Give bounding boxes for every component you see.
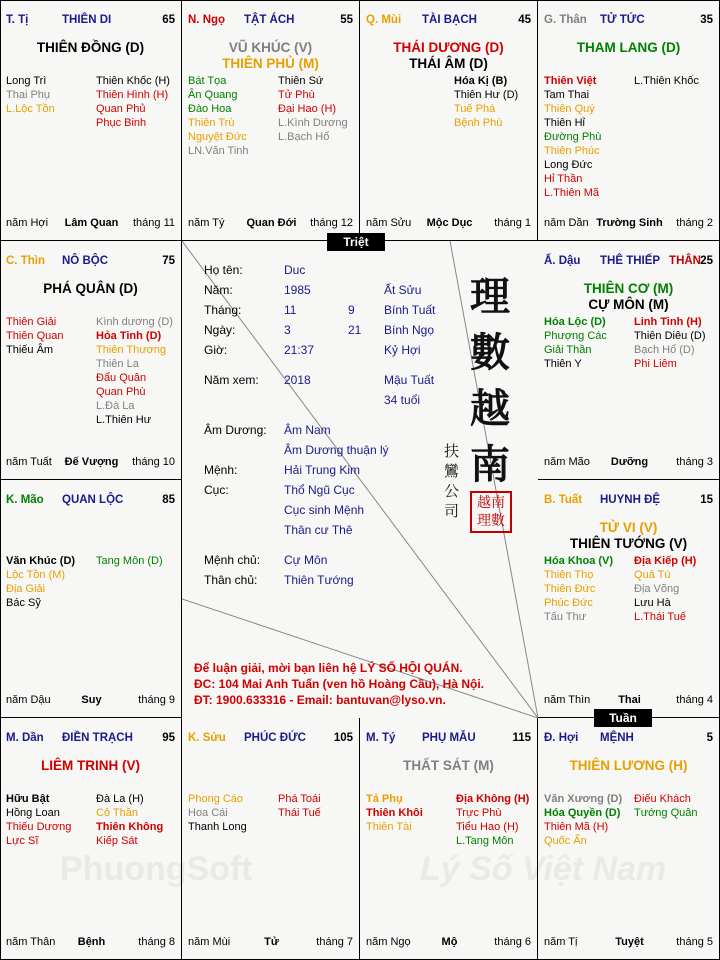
palace-month: tháng 7 — [316, 936, 353, 948]
stars-left — [6, 554, 75, 610]
palace-month: tháng 4 — [676, 694, 713, 706]
minor-star: Cô Thần — [96, 807, 138, 819]
value-tuoi: 34 tuổi — [384, 393, 421, 407]
palace-name: MỆNH — [600, 732, 634, 744]
minor-star: Đà La (H) — [96, 793, 144, 805]
minor-star: Lộc Tồn (M) — [6, 569, 66, 581]
palace-year: năm Thân — [6, 936, 56, 948]
palace-year: năm Dậu — [6, 694, 51, 706]
minor-star: Long Trì — [6, 75, 47, 87]
red-seal — [470, 491, 512, 533]
calligraphy-logo — [444, 269, 524, 549]
minor-star: L.Kình Dương — [278, 117, 348, 129]
palace-name: QUAN LỘC — [62, 494, 124, 506]
minor-star: Hoa Cái — [188, 807, 228, 819]
palace-mui — [360, 0, 538, 241]
main-star: THIÊN ĐỒNG (D) — [36, 40, 145, 55]
palace-footer — [544, 217, 715, 230]
tuan-tag: Tuần — [594, 709, 652, 727]
palace-branch: Ấ. Dậu — [544, 255, 581, 267]
palace-phase: Dưỡng — [610, 456, 649, 468]
main-star: LIÊM TRINH (V) — [41, 758, 140, 773]
stars-right — [634, 315, 706, 371]
stars-left — [6, 74, 55, 116]
minor-star: Địa Võng — [634, 583, 680, 595]
minor-star: Hữu Bật — [6, 793, 50, 805]
minor-star: Kiếp Sát — [96, 835, 138, 847]
palace-than-marker: THÂN — [669, 255, 701, 267]
palace-dan — [0, 718, 182, 960]
palace-age: 55 — [340, 14, 353, 26]
palace-header — [6, 732, 177, 746]
palace-footer — [188, 936, 355, 949]
palace-footer — [544, 456, 715, 469]
minor-star: Văn Xương (D) — [544, 793, 623, 805]
value-am-duong-2: Âm Dương thuận lý — [284, 443, 389, 457]
label-ho-ten: Họ tên: — [204, 263, 243, 277]
palace-branch: Đ. Hợi — [544, 732, 579, 744]
palace-year: năm Hợi — [6, 217, 49, 229]
minor-star: Đại Hao (H) — [278, 103, 337, 115]
stars-right — [278, 792, 321, 820]
minor-star: L.Thiên Mã — [544, 187, 600, 199]
palace-dau — [538, 241, 720, 480]
palace-name: TẬT ÁCH — [244, 14, 295, 26]
palace-hoi — [538, 718, 720, 960]
stars-right — [96, 792, 163, 848]
palace-phase: Đế Vượng — [64, 456, 119, 468]
value-menh: Hải Trung Kim — [284, 463, 361, 477]
stars-left — [188, 74, 249, 158]
minor-star: Tam Thai — [544, 89, 590, 101]
palace-name: THÊ THIẾP — [600, 255, 661, 267]
stars-left — [544, 74, 601, 200]
minor-star: Hóa Lộc (D) — [544, 316, 606, 328]
minor-star: Đào Hoa — [188, 103, 232, 115]
minor-star: Tấu Thư — [544, 611, 587, 623]
minor-star: Bệnh Phù — [454, 117, 503, 129]
minor-star: Thiên Thương — [96, 344, 167, 356]
minor-star: Phục Binh — [96, 117, 147, 129]
palace-month: tháng 1 — [494, 217, 531, 229]
calligraphy-small: 扶鸞公司 — [444, 442, 460, 520]
palace-footer — [366, 217, 533, 230]
minor-star: Thiên Hỉ — [544, 117, 585, 129]
palace-year: năm Tý — [188, 217, 225, 229]
minor-star: Bát Tọa — [188, 75, 227, 87]
minor-star: L.Đà La — [96, 400, 135, 412]
minor-star: Thái Tuế — [278, 807, 321, 819]
value-menh-chu: Cự Môn — [284, 553, 328, 567]
minor-star: Thiên Y — [544, 358, 582, 370]
contact-line-2: ĐC: 104 Mai Anh Tuấn (ven hồ Hoàng Cầu), Hà Nội. — [194, 677, 485, 691]
palace-month: tháng 3 — [676, 456, 713, 468]
palace-footer — [6, 936, 177, 949]
label-gio: Giờ: — [204, 343, 228, 357]
label-than-chu: Thân chủ: — [204, 573, 258, 587]
palace-name: NÔ BỘC — [62, 255, 108, 267]
minor-star: LN.Văn Tinh — [188, 145, 249, 157]
palace-name: TÀI BẠCH — [422, 14, 477, 26]
minor-star: Ân Quang — [188, 89, 238, 101]
main-star: PHÁ QUÂN (D) — [43, 281, 138, 296]
stars-right — [278, 74, 348, 144]
palace-footer — [544, 694, 715, 707]
value-ngay: 3 — [284, 323, 291, 337]
main-star: THẤT SÁT (M) — [403, 758, 494, 773]
palace-header — [6, 255, 177, 269]
palace-phase: Tuyệt — [615, 936, 644, 948]
stars-left — [188, 792, 247, 834]
palace-footer — [366, 936, 533, 949]
minor-star: Quan Phù — [96, 386, 146, 398]
palace-month: tháng 2 — [676, 217, 713, 229]
minor-star: Quốc Ấn — [544, 835, 587, 847]
palace-header — [6, 494, 177, 508]
left-border — [0, 0, 1, 960]
label-nam: Năm: — [204, 283, 233, 297]
minor-star: Văn Khúc (D) — [6, 555, 76, 567]
palace-thin_l — [0, 241, 182, 480]
palace-month: tháng 8 — [138, 936, 175, 948]
minor-star: Phượng Các — [544, 330, 607, 342]
minor-star: Phong Cáo — [188, 793, 244, 805]
palace-header — [544, 14, 715, 28]
stars-left — [6, 792, 71, 848]
stars-left — [544, 554, 613, 624]
label-menh-chu: Mệnh chủ: — [204, 553, 261, 567]
stars-left — [6, 315, 63, 357]
value-thang: 11 — [284, 303, 297, 317]
stars-right — [634, 554, 696, 624]
minor-star: Thiên Sứ — [278, 75, 324, 87]
palace-footer — [188, 217, 355, 230]
stars-right — [96, 315, 173, 427]
minor-star: Phá Toái — [278, 793, 321, 805]
value-than-chu: Thiên Tướng — [284, 573, 354, 587]
contact-line-3: ĐT: 1900.633316 - Email: bantuvan@lyso.vn. — [194, 693, 446, 707]
main-star: THIÊN CƠ (M) — [583, 281, 674, 296]
minor-star: Thanh Long — [188, 821, 247, 833]
minor-star: Thiên Quý — [544, 103, 595, 115]
minor-star: Thiên Thọ — [544, 569, 594, 581]
label-menh: Mệnh: — [204, 463, 238, 477]
minor-star: Đẩu Quân — [96, 372, 147, 384]
value-am-duong: Âm Nam — [284, 423, 331, 437]
palace-year: năm Tuất — [6, 456, 52, 468]
palace-branch: C. Thìn — [6, 255, 45, 267]
minor-star: Tử Phù — [278, 89, 315, 101]
minor-star: Điếu Khách — [634, 793, 691, 805]
main-star: CỰ MÔN (M) — [588, 297, 669, 312]
palace-month: tháng 12 — [310, 217, 353, 229]
minor-star: Thiên Phúc — [544, 145, 600, 157]
minor-star: Địa Giải — [6, 583, 46, 595]
minor-star: L.Thiên Hư — [96, 414, 152, 426]
minor-star: Trực Phù — [456, 807, 502, 819]
stars-left — [544, 315, 607, 371]
stars-right — [456, 792, 529, 848]
watermark-left: PhuongSoft — [60, 850, 253, 888]
palace-branch: B. Tuất — [544, 494, 583, 506]
minor-star: Long Đức — [544, 159, 593, 171]
triet-tag: Triệt — [327, 233, 385, 251]
minor-star: Nguyệt Đức — [188, 131, 247, 143]
top-border — [0, 0, 720, 1]
minor-star: Kình dương (D) — [96, 316, 173, 328]
main-star: THIÊN LƯƠNG (H) — [569, 758, 688, 773]
palace-phase: Bệnh — [77, 936, 106, 948]
palace-year: năm Mùi — [188, 936, 231, 948]
watermark-right: Lý Số Việt Nam — [420, 850, 667, 888]
minor-star: L.Bạch Hổ — [278, 131, 330, 143]
palace-header — [188, 732, 355, 746]
main-star: THÁI DƯƠNG (D) — [393, 40, 504, 55]
palace-year: năm Sửu — [366, 217, 412, 229]
minor-star: Hóa Khoa (V) — [544, 555, 614, 567]
minor-star: Bác Sỹ — [6, 597, 41, 609]
palace-age: 25 — [700, 255, 713, 267]
palace-branch: K. Sửu — [188, 732, 226, 744]
minor-star: Thiên La — [96, 358, 139, 370]
palace-ngo — [182, 0, 360, 241]
palace-branch: K. Mão — [6, 494, 44, 506]
stars-right — [454, 74, 518, 130]
label-thang: Tháng: — [204, 303, 242, 317]
palace-ti — [0, 0, 182, 241]
label-ngay: Ngày: — [204, 323, 236, 337]
minor-star: Đường Phù — [544, 131, 602, 143]
minor-star: Thiên Việt — [544, 75, 597, 87]
value-ho-ten: Duc — [284, 263, 306, 277]
center-info-panel — [182, 241, 538, 718]
label-am-duong: Âm Dương: — [204, 423, 267, 437]
stars-right — [96, 554, 163, 568]
palace-month: tháng 11 — [132, 217, 175, 229]
seal-text: 越南理數 — [477, 495, 505, 529]
main-star: THIÊN TƯỚNG (V) — [569, 536, 688, 551]
palace-footer — [6, 456, 177, 469]
minor-star: Địa Không (H) — [456, 793, 530, 805]
palace-age: 115 — [512, 732, 531, 744]
minor-star: L.Tang Môn — [456, 835, 514, 847]
minor-star: Hóa Quyền (D) — [544, 807, 621, 819]
palace-phase: Suy — [81, 694, 102, 706]
minor-star: Thiên Diêu (D) — [634, 330, 706, 342]
palace-name: PHỤ MẪU — [422, 732, 476, 744]
palace-phase: Mộc Dục — [426, 217, 473, 229]
value-cuc-3: Thân cư Thê — [284, 523, 353, 537]
minor-star: Hỏa Tinh (D) — [96, 330, 162, 342]
palace-phase: Lâm Quan — [64, 217, 119, 229]
minor-star: Giải Thần — [544, 344, 592, 356]
palace-age: 5 — [706, 732, 713, 744]
stars-right — [634, 792, 698, 820]
main-star: THAM LANG (D) — [576, 40, 681, 55]
minor-star: Thiên Mã (H) — [544, 821, 609, 833]
label-cuc: Cục: — [204, 483, 229, 497]
palace-header — [544, 494, 715, 508]
palace-header — [366, 14, 533, 28]
minor-star: Hóa Kị (B) — [454, 75, 508, 87]
main-star: THÁI ÂM (D) — [409, 56, 488, 71]
palace-phase: Mộ — [441, 936, 458, 948]
palace-footer — [6, 694, 177, 707]
palace-tuat — [538, 480, 720, 718]
palace-branch: M. Tý — [366, 732, 396, 744]
value-cuc-2: Cục sinh Mệnh — [284, 503, 365, 517]
minor-star: Phi Liêm — [634, 358, 677, 370]
palace-phase: Trường Sinh — [596, 217, 663, 229]
minor-star: Thiên Khốc (H) — [96, 75, 170, 87]
minor-star: Linh Tinh (H) — [634, 316, 702, 328]
palace-mao — [0, 480, 182, 718]
palace-name: ĐIỀN TRẠCH — [62, 732, 133, 744]
palace-month: tháng 10 — [132, 456, 175, 468]
main-star: TỬ VI (V) — [599, 520, 658, 535]
palace-year: năm Thìn — [544, 694, 591, 706]
value-thang-can: Bính Tuất — [384, 303, 436, 317]
minor-star: Tiểu Hao (H) — [456, 821, 519, 833]
palace-branch: M. Dần — [6, 732, 44, 744]
minor-star: Thiên Khôi — [366, 807, 423, 819]
palace-age: 95 — [162, 732, 175, 744]
palace-age: 75 — [162, 255, 175, 267]
minor-star: L.Thiên Khốc — [634, 75, 699, 87]
palace-branch: N. Ngọ — [188, 14, 226, 26]
minor-star: Hồng Loan — [6, 807, 60, 819]
palace-name: TỬ TỨC — [600, 14, 645, 26]
palace-age: 35 — [700, 14, 713, 26]
label-nam-xem: Năm xem: — [204, 373, 259, 387]
value-nam: 1985 — [284, 283, 311, 297]
palace-age: 45 — [518, 14, 531, 26]
palace-name: THIÊN DI — [62, 14, 112, 26]
palace-phase: Quan Đới — [246, 217, 297, 229]
value-gio-can: Kỷ Hợi — [384, 343, 421, 357]
minor-star: Thiên Hư (D) — [454, 89, 519, 101]
palace-age: 85 — [162, 494, 175, 506]
minor-star: Bạch Hổ (D) — [634, 344, 695, 356]
contact-line-1: Để luận giải, mời bạn liên hệ LÝ SỐ HỘI QUÁN. — [194, 661, 463, 675]
palace-footer — [544, 936, 715, 949]
palace-header — [366, 732, 533, 746]
minor-star: Tang Môn (D) — [96, 555, 163, 567]
minor-star: Thiên Trù — [188, 117, 235, 129]
minor-star: Tả Phụ — [366, 793, 403, 805]
palace-age: 65 — [162, 14, 175, 26]
palace-branch: T. Tị — [6, 14, 29, 26]
value-nam-xem-can: Mậu Tuất — [384, 373, 435, 387]
minor-star: Thiên Đức — [544, 583, 596, 595]
palace-header — [544, 732, 715, 746]
palace-phase: Tử — [264, 936, 279, 948]
minor-star: Phúc Đức — [544, 597, 593, 609]
minor-star: Thiên Giải — [6, 316, 57, 328]
palace-than_top — [538, 0, 720, 241]
calligraphy-big: 理數越南 — [470, 273, 510, 488]
minor-star: L.Lộc Tồn — [6, 103, 55, 115]
main-star: VŨ KHÚC (V) — [228, 40, 313, 55]
palace-name: HUYNH ĐỆ — [600, 494, 661, 506]
palace-year: năm Ngọ — [366, 936, 411, 948]
value-cuc: Thổ Ngũ Cục — [284, 483, 355, 497]
palace-year: năm Mão — [544, 456, 590, 468]
value-nam-xem: 2018 — [284, 373, 311, 387]
minor-star: Địa Kiếp (H) — [634, 555, 697, 567]
minor-star: Tuế Phá — [454, 103, 496, 115]
value-gio: 21:37 — [284, 343, 315, 357]
minor-star: Quả Tú — [634, 569, 671, 581]
palace-year: năm Dần — [544, 217, 589, 229]
stars-left — [544, 792, 622, 848]
main-star: THIÊN PHỦ (M) — [222, 56, 319, 71]
palace-phase: Thai — [618, 694, 641, 706]
palace-name: PHÚC ĐỨC — [244, 732, 306, 744]
stars-left — [366, 792, 423, 834]
palace-header — [6, 14, 177, 28]
stars-right — [634, 74, 699, 88]
minor-star: Thiên Không — [96, 821, 164, 833]
palace-header — [188, 14, 355, 28]
palace-month: tháng 6 — [494, 936, 531, 948]
minor-star: Thiên Hình (H) — [96, 89, 169, 101]
minor-star: Lực Sĩ — [6, 835, 39, 847]
palace-month: tháng 9 — [138, 694, 175, 706]
minor-star: Thiếu Dương — [6, 821, 72, 833]
minor-star: Quan Phủ — [96, 103, 146, 115]
value-ngay-can: Bính Ngọ — [384, 323, 435, 337]
value-ngay-am: 21 — [348, 323, 362, 337]
palace-header — [544, 255, 715, 269]
palace-age: 105 — [333, 732, 353, 744]
value-thang-am: 9 — [348, 303, 355, 317]
palace-age: 15 — [700, 494, 713, 506]
minor-star: Lưu Hà — [634, 597, 671, 609]
palace-year: năm Tị — [544, 936, 578, 948]
minor-star: L.Thái Tuế — [634, 611, 686, 623]
minor-star: Thiên Quan — [6, 330, 64, 342]
stars-right — [96, 74, 170, 130]
palace-footer — [6, 217, 177, 230]
palace-ty — [360, 718, 538, 960]
palace-branch: Q. Mùi — [366, 14, 402, 26]
palace-month: tháng 5 — [676, 936, 713, 948]
value-nam-can: Ất Sửu — [384, 283, 422, 297]
palace-branch: G. Thân — [544, 14, 587, 26]
palace-suu — [182, 718, 360, 960]
minor-star: Thiên Tài — [366, 821, 412, 833]
minor-star: Thai Phụ — [6, 89, 51, 101]
minor-star: Thiếu Âm — [6, 344, 54, 356]
minor-star: Hỉ Thần — [544, 173, 583, 185]
minor-star: Tướng Quân — [634, 807, 698, 819]
